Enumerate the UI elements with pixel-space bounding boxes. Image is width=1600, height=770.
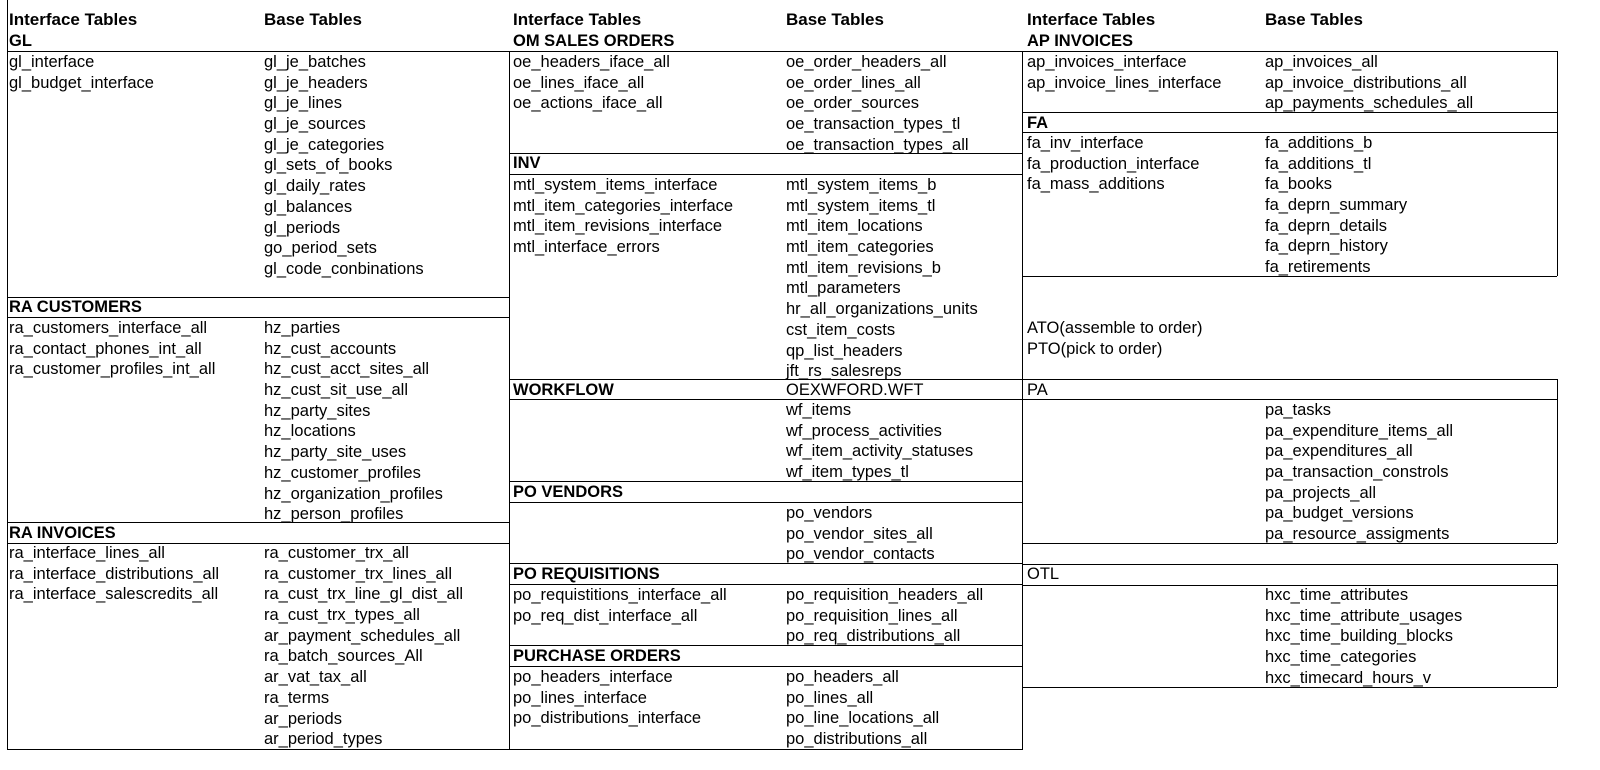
table-name: go_period_sets (264, 239, 377, 258)
fa-interface-list (1027, 133, 1199, 195)
table-name: oe_order_headers_all (786, 53, 947, 71)
divider-otl-header (1022, 585, 1557, 586)
section-title-fa: FA (1027, 114, 1049, 132)
table-name: pa_expenditure_items_all (1265, 421, 1454, 440)
divider-po-vendors-header (509, 502, 1022, 503)
divider-pa-header (1022, 399, 1557, 400)
divider-left-bottom (7, 749, 509, 750)
section-title-ra-customers: RA CUSTOMERS (9, 298, 142, 316)
table-name: po_distributions_all (786, 730, 928, 749)
divider-ra-customers-top (7, 297, 509, 298)
table-name: hz_cust_accounts (264, 339, 397, 358)
divider-po-req-header (509, 584, 1022, 585)
table-name: mtl_item_revisions_b (786, 258, 941, 277)
po-interface-list (513, 667, 701, 729)
table-name: ap_invoice_lines_interface (1027, 73, 1222, 92)
table-name: hxc_time_attributes (1265, 586, 1409, 604)
table-name: hz_parties (264, 319, 341, 337)
divider-pa-top (1022, 379, 1557, 380)
table-name: ATO(assemble to order) (1027, 319, 1203, 337)
table-name: mtl_item_categories (786, 238, 934, 257)
table-name: fa_mass_additions (1027, 175, 1165, 194)
otl-base-list (1265, 585, 1462, 688)
table-name: mtl_interface_errors (513, 238, 660, 257)
section-title-pa: PA (1027, 381, 1048, 399)
divider-po-top (509, 645, 1022, 646)
table-name: gl_je_sources (264, 115, 366, 134)
section-title-purchase-orders: PURCHASE ORDERS (513, 647, 681, 665)
om-interface-list (513, 52, 670, 114)
table-name: gl_periods (264, 218, 341, 237)
table-name: oe_order_lines_all (786, 73, 921, 92)
table-name: PTO(pick to order) (1027, 339, 1163, 358)
table-name: po_requisition_headers_all (786, 586, 984, 604)
table-name: ra_cust_trx_types_all (264, 606, 420, 625)
divider-workflow-header (509, 399, 1022, 400)
table-name: pa_resource_assigments (1265, 525, 1450, 544)
divider-ra-customers-header (7, 317, 509, 318)
divider-inv-header (509, 174, 1022, 175)
workflow-file: OEXWFORD.WFT (786, 381, 924, 399)
table-name: po_req_dist_interface_all (513, 606, 698, 625)
po-base-list (786, 667, 939, 750)
table-name: hz_person_profiles (264, 505, 404, 524)
section-title-po-requisitions: PO REQUISITIONS (513, 565, 660, 583)
table-name: qp_list_headers (786, 341, 903, 360)
table-name: hz_customer_profiles (264, 463, 421, 482)
notes-list (1027, 318, 1202, 359)
table-name: ra_interface_distributions_all (9, 564, 220, 583)
table-name: pa_budget_versions (1265, 504, 1414, 523)
table-name: pa_expenditures_all (1265, 442, 1413, 461)
table-name: cst_item_costs (786, 320, 896, 339)
table-name: ra_contact_phones_int_all (9, 339, 202, 358)
table-name: oe_transaction_types_tl (786, 115, 961, 134)
ra-customers-interface-list (9, 318, 215, 380)
table-name: mtl_item_locations (786, 217, 923, 236)
border-right-ap-fa (1557, 51, 1558, 276)
ra-invoices-interface-list (9, 543, 219, 605)
divider-middle-bottom (509, 749, 1022, 750)
section-title-workflow: WORKFLOW (513, 381, 614, 399)
table-name: oe_actions_iface_all (513, 94, 663, 113)
workflow-base-list (786, 400, 973, 483)
table-name: ra_interface_lines_all (9, 544, 165, 562)
section-title-ap-invoices: AP INVOICES (1027, 32, 1134, 50)
table-name: wf_item_types_tl (786, 463, 909, 482)
table-name: gl_je_lines (264, 94, 342, 113)
table-name: oe_headers_iface_all (513, 53, 670, 71)
table-name: fa_deprn_details (1265, 216, 1388, 235)
table-name: fa_books (1265, 175, 1332, 194)
table-name: po_vendor_contacts (786, 545, 935, 564)
section-title-inv: INV (513, 154, 541, 172)
table-name: gl_budget_interface (9, 73, 154, 92)
table-name: gl_je_headers (264, 73, 368, 92)
divider-po-vendors-top (509, 481, 1022, 482)
table-name: gl_balances (264, 197, 353, 216)
table-name: ra_cust_trx_line_gl_dist_all (264, 585, 464, 604)
section-title-ra-invoices: RA INVOICES (9, 524, 116, 542)
table-name: ar_periods (264, 709, 342, 728)
divider-gl-top (7, 51, 509, 52)
table-name: mtl_parameters (786, 279, 901, 298)
header-base-tables-col3: Base Tables (1265, 10, 1363, 29)
table-name: gl_je_batches (264, 53, 366, 71)
border-right-pa (1557, 379, 1558, 543)
divider-workflow-top (509, 379, 1022, 380)
divider-fa-bottom (1022, 276, 1557, 277)
divider-po-header (509, 666, 1022, 667)
border-col-separator-2 (1022, 51, 1023, 750)
table-name: po_requistitions_interface_all (513, 586, 727, 604)
table-name: hxc_time_attribute_usages (1265, 606, 1463, 625)
divider-om-top (509, 51, 1022, 52)
ra-invoices-base-list (264, 543, 463, 750)
table-name: ap_payments_schedules_all (1265, 94, 1474, 113)
table-name: po_vendors (786, 504, 873, 522)
table-name: po_lines_interface (513, 688, 647, 707)
table-name: gl_daily_rates (264, 177, 366, 196)
border-left (7, 0, 8, 750)
table-name: ra_customers_interface_all (9, 319, 208, 337)
table-name: mtl_system_items_tl (786, 196, 936, 215)
divider-otl-top (1022, 564, 1557, 565)
om-base-list (786, 52, 969, 155)
table-name: oe_order_sources (786, 94, 919, 113)
table-name: pa_projects_all (1265, 483, 1376, 502)
ra-customers-base-list (264, 318, 443, 525)
fa-base-list (1265, 133, 1407, 278)
table-name: wf_item_activity_statuses (786, 442, 974, 461)
section-title-po-vendors: PO VENDORS (513, 483, 624, 501)
table-name: ap_invoices_all (1265, 53, 1378, 71)
table-name: fa_deprn_history (1265, 237, 1388, 256)
divider-fa-top (1022, 112, 1557, 113)
table-name: hz_locations (264, 422, 356, 441)
table-name: hr_all_organizations_units (786, 300, 978, 319)
table-name: po_distributions_interface (513, 709, 702, 728)
table-name: gl_interface (9, 53, 95, 71)
table-name: ar_period_types (264, 730, 383, 749)
table-name: mtl_item_revisions_interface (513, 217, 723, 236)
po-req-base-list (786, 585, 983, 647)
border-right-otl (1557, 564, 1558, 687)
section-title-otl: OTL (1027, 565, 1060, 583)
table-name: ra_customer_trx_lines_all (264, 564, 453, 583)
divider-pa-bottom (1022, 543, 1557, 544)
ap-base-list (1265, 52, 1473, 114)
table-name: hxc_timecard_hours_v (1265, 668, 1431, 687)
table-name: ra_batch_sources_All (264, 647, 423, 666)
header-base-tables-col2: Base Tables (786, 10, 884, 29)
table-name: po_headers_interface (513, 668, 673, 686)
table-name: po_req_distributions_all (786, 627, 961, 646)
table-name: hz_organization_profiles (264, 484, 443, 503)
table-name: ap_invoices_interface (1027, 53, 1187, 71)
table-name: fa_additions_b (1265, 134, 1373, 152)
divider-fa-header (1022, 132, 1557, 133)
gl-base-list (264, 52, 424, 280)
table-name: ra_terms (264, 688, 330, 707)
divider-otl-bottom (1022, 687, 1557, 688)
po-req-interface-list (513, 585, 727, 626)
pa-base-list (1265, 400, 1453, 545)
header-interface-tables-col3: Interface Tables (1027, 10, 1156, 29)
section-title-om-sales-orders: OM SALES ORDERS (513, 32, 675, 50)
header-interface-tables-col1: Interface Tables (9, 10, 138, 29)
table-name: ar_vat_tax_all (264, 668, 367, 687)
divider-inv-top (509, 153, 1022, 154)
table-name: pa_tasks (1265, 401, 1332, 419)
table-name: oe_lines_iface_all (513, 73, 645, 92)
table-name: oe_transaction_types_all (786, 135, 969, 154)
table-name: po_headers_all (786, 668, 899, 686)
section-title-gl: GL (9, 32, 32, 50)
table-name: ra_customer_profiles_int_all (9, 360, 216, 379)
table-name: jft_rs_salesreps (786, 362, 902, 381)
table-name: hz_cust_acct_sites_all (264, 360, 430, 379)
table-name: hxc_time_building_blocks (1265, 627, 1454, 646)
table-name: ra_customer_trx_all (264, 544, 409, 562)
table-name: hz_party_site_uses (264, 443, 407, 462)
table-name: hz_party_sites (264, 401, 371, 420)
table-name: wf_items (786, 401, 852, 419)
table-name: hz_cust_sit_use_all (264, 381, 409, 400)
table-name: po_requisition_lines_all (786, 606, 958, 625)
table-name: mtl_item_categories_interface (513, 196, 734, 215)
inv-interface-list (513, 175, 733, 258)
table-name: fa_deprn_summary (1265, 196, 1408, 215)
table-name: wf_process_activities (786, 421, 942, 440)
table-name: po_vendor_sites_all (786, 524, 933, 543)
table-name: ap_invoice_distributions_all (1265, 73, 1467, 92)
table-name: gl_sets_of_books (264, 156, 393, 175)
table-name: fa_additions_tl (1265, 154, 1372, 173)
table-name: fa_retirements (1265, 258, 1371, 277)
ap-interface-list (1027, 52, 1221, 93)
table-name: mtl_system_items_interface (513, 176, 718, 194)
header-base-tables-col1: Base Tables (264, 10, 362, 29)
divider-ra-invoices-header (7, 543, 509, 544)
table-name: hxc_time_categories (1265, 648, 1417, 667)
table-name: pa_transaction_constrols (1265, 463, 1449, 482)
table-name: fa_production_interface (1027, 154, 1200, 173)
table-name: ra_interface_salescredits_all (9, 585, 219, 604)
divider-ra-invoices-top (7, 522, 509, 523)
inv-base-list (786, 175, 978, 382)
gl-interface-list (9, 52, 154, 93)
po-vendors-base-list (786, 503, 935, 565)
table-name: mtl_system_items_b (786, 176, 937, 194)
table-name: po_line_locations_all (786, 709, 940, 728)
table-name: gl_code_conbinations (264, 259, 424, 278)
table-name: po_lines_all (786, 688, 874, 707)
divider-ap-top (1022, 51, 1557, 52)
table-name: fa_inv_interface (1027, 134, 1144, 152)
divider-po-req-top (509, 563, 1022, 564)
table-name: ar_payment_schedules_all (264, 626, 461, 645)
header-interface-tables-col2: Interface Tables (513, 10, 642, 29)
table-name: gl_je_categories (264, 135, 385, 154)
